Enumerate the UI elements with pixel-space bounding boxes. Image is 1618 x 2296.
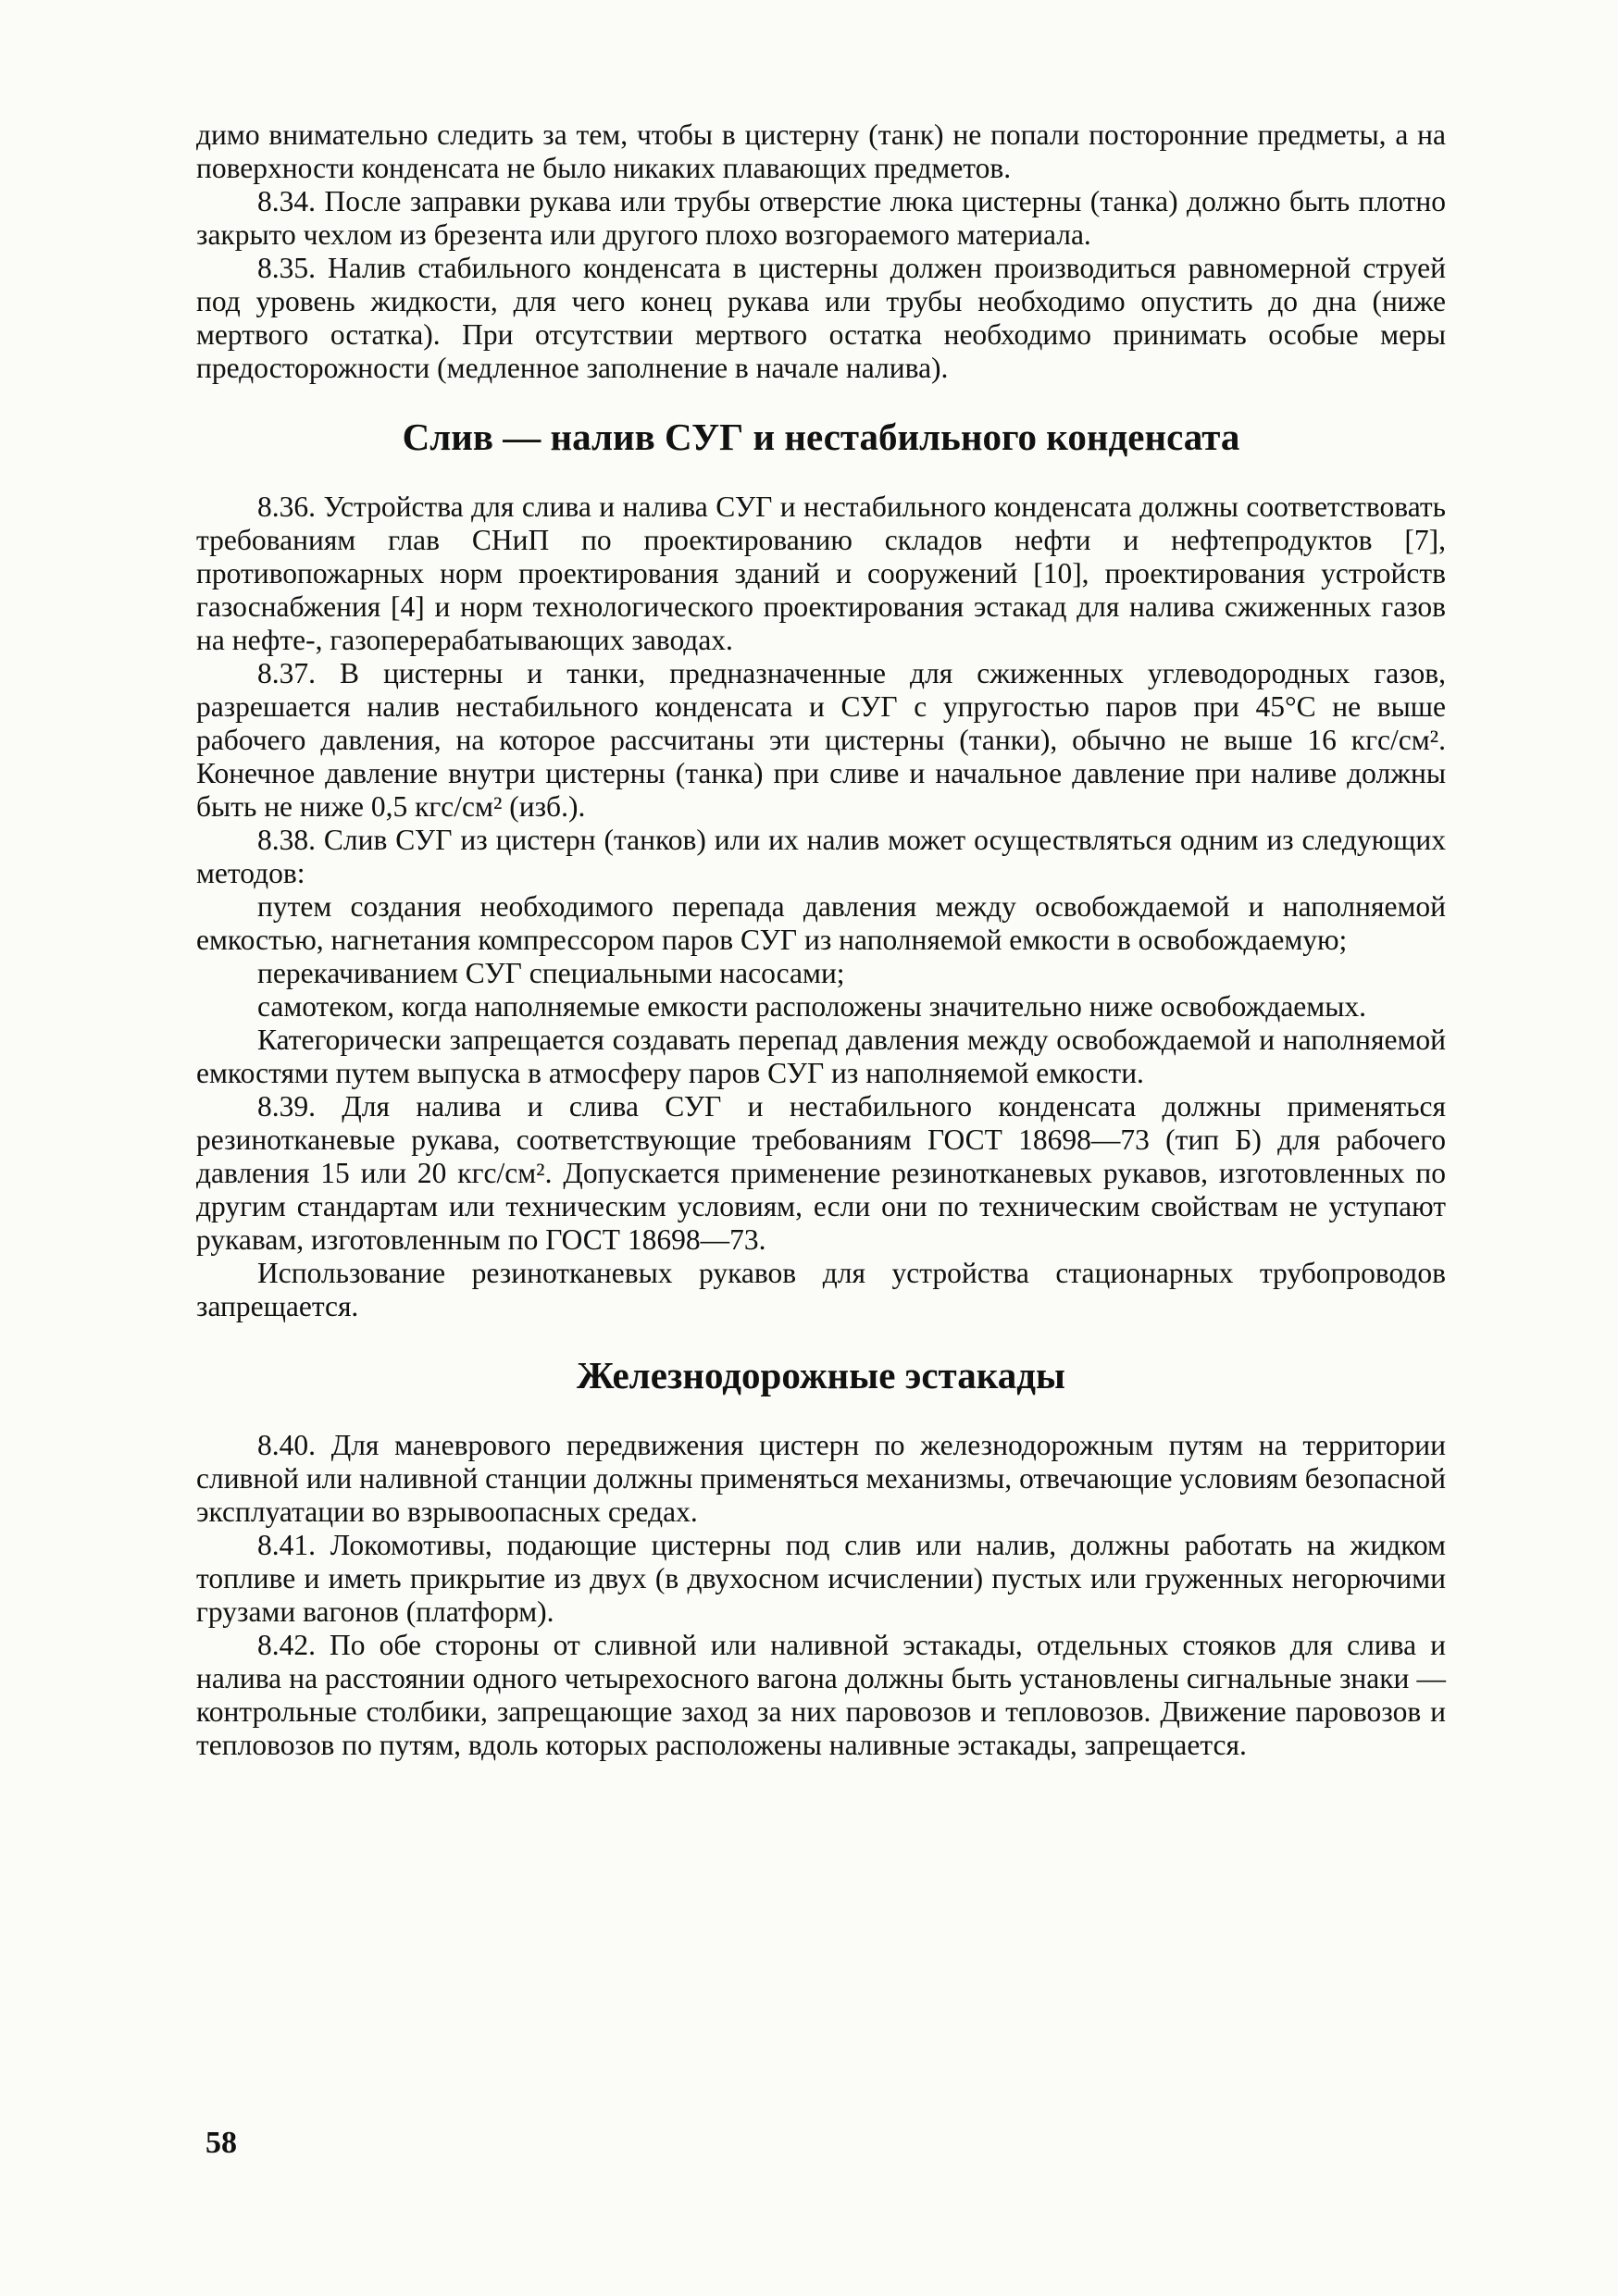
paragraph-8-38: 8.38. Слив СУГ из цистерн (танков) или их налив может осуществляться одним из следующих методов:	[196, 824, 1446, 889]
paragraph-8-36: 8.36. Устройства для слива и налива СУГ и нестабильного конденсата должны соответствовать требованиям глав СНиП по проектированию складов нефти и нефтепродуктов [7], противопожарных норм проектирования зданий и сооружений [10], проектирования устройств газоснабжения [4] и норм технологического проектирования эстакад для налива сжиженных газов на нефте-, газоперерабатывающих заводах.	[196, 490, 1446, 656]
paragraph-8-34: 8.34. После заправки рукава или трубы отверстие люка цистерны (танка) должно быть плотно закрыто чехлом из брезента или другого плохо возгораемого материала.	[196, 185, 1446, 251]
paragraph-8-38-prohibition: Категорически запрещается создавать перепад давления между освобождаемой и наполняемой емкостями путем выпуска в атмосферу паров СУГ из наполняемой емкости.	[196, 1024, 1446, 1089]
paragraph-8-37: 8.37. В цистерны и танки, предназначенные для сжиженных углеводородных газов, разрешается налив нестабильного конденсата и СУГ с упругостью паров при 45°С не выше рабочего давления, на которое рассчитаны эти цистерны (танки), обычно не выше 16 кгс/см². Конечное давление внутри цистерны (танка) при сливе и начальное давление при наливе должны быть не ниже 0,5 кгс/см² (изб.).	[196, 657, 1446, 823]
section-heading-railway-racks: Железнодорожные эстакады	[577, 1354, 1065, 1396]
section-heading-lpg-discharge-loading: Слив — налив СУГ и нестабильного конденсата	[402, 416, 1240, 458]
paragraph-8-38-method-pumps: перекачиванием СУГ специальными насосами;	[257, 957, 845, 989]
paragraph-8-40: 8.40. Для маневрового передвижения цистерн по железнодорожным путям на территории сливной или наливной станции должны применяться механизмы, отвечающие условиям безопасной эксплуатации во взрывоопасных средах.	[196, 1429, 1446, 1528]
paragraph-8-41: 8.41. Локомотивы, подающие цистерны под слив или налив, должны работать на жидком топливе и иметь прикрытие из двух (в двухосном исчислении) пустых или груженных негорючими грузами вагонов (платформ).	[196, 1529, 1446, 1628]
paragraph-8-38-method-gravity: самотеком, когда наполняемые емкости расположены значительно ниже освобождаемых.	[257, 990, 1366, 1023]
paragraph-8-35: 8.35. Налив стабильного конденсата в цистерны должен производиться равномерной струей под уровень жидкости, для чего конец рукава или трубы необходимо опустить до дна (ниже мертвого остатка). При отсутствии мертвого остатка необходимо принимать особые меры предосторожности (медленное заполнение в начале налива).	[196, 252, 1446, 384]
page-body	[196, 118, 1446, 1762]
paragraph-continuation: димо внимательно следить за тем, чтобы в цистерну (танк) не попали посторонние предметы, а на поверхности конденсата не было никаких плавающих предметов.	[196, 118, 1446, 184]
paragraph-8-39: 8.39. Для налива и слива СУГ и нестабильного конденсата должны применяться резинотканевые рукава, соответствующие требованиям ГОСТ 18698—73 (тип Б) для рабочего давления 15 или 20 кгс/см². Допускается применение резинотканевых рукавов, изготовленных по другим стандартам или техническим условиям, если они по техническим свойствам не уступают рукавам, изготовленным по ГОСТ 18698—73.	[196, 1090, 1446, 1256]
paragraph-8-42: 8.42. По обе стороны от сливной или наливной эстакады, отдельных стояков для слива и налива на расстоянии одного четырехосного вагона должны быть установлены сигнальные знаки — контрольные столбики, запрещающие заход за них паровозов и тепловозов. Движение паровозов и тепловозов по путям, вдоль которых расположены наливные эстакады, запрещается.	[196, 1629, 1446, 1761]
paragraph-8-39-prohibition: Использование резинотканевых рукавов для устройства стационарных трубопроводов запрещается.	[196, 1257, 1446, 1322]
paragraph-8-38-method-pressure: путем создания необходимого перепада давления между освобождаемой и наполняемой емкостью, нагнетания компрессором паров СУГ из наполняемой емкости в освобождаемую;	[196, 890, 1446, 956]
page-number: 58	[205, 2126, 237, 2160]
